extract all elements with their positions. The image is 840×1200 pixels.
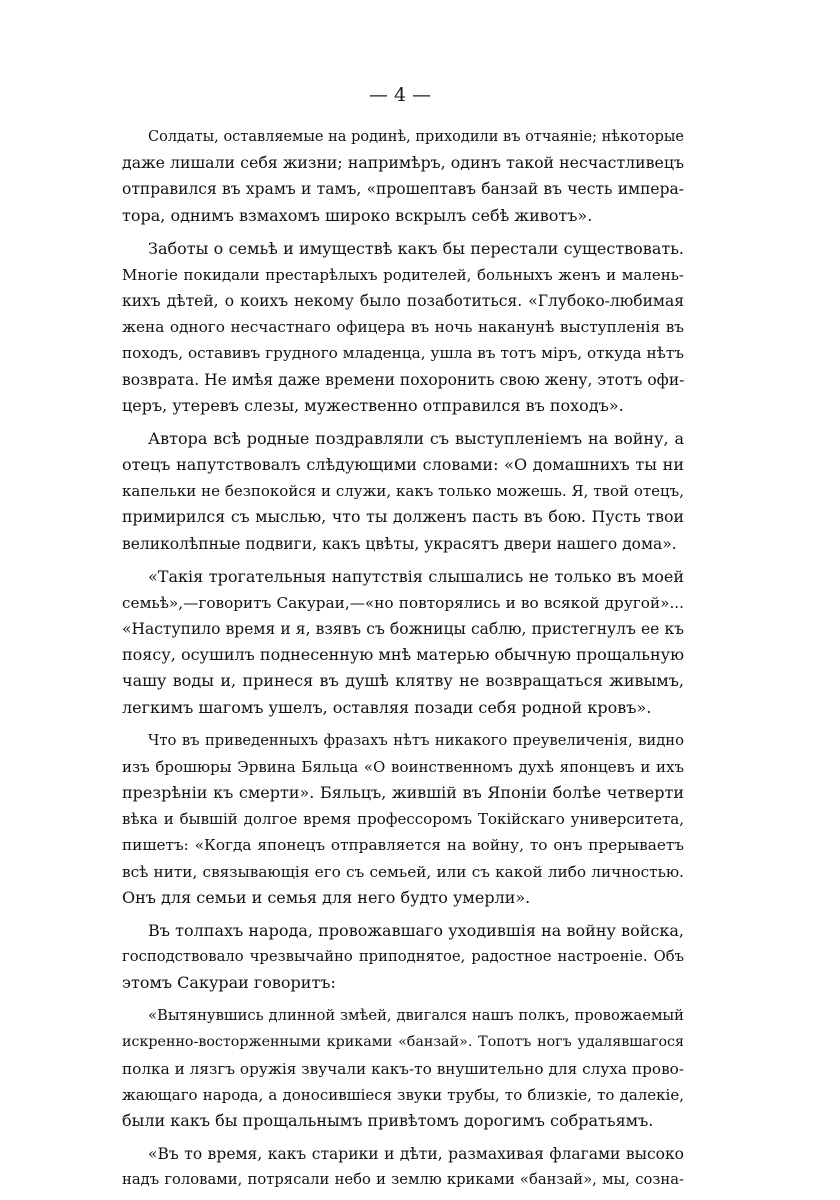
text-line: капельки не безпокойся и служи, какъ только можешь. Я, твой отецъ,: [122, 482, 684, 501]
text-line: чашу воды и, принеся въ душѣ клятву не возвращаться живымъ,: [122, 671, 684, 691]
text-line: надъ головами, потрясали небо и землю криками «банзай», мы, созна-: [122, 1171, 684, 1189]
text-line: Многіе покидали престарѣлыхъ родителей, больныхъ женъ и малень-: [122, 265, 684, 284]
paragraph-6: [122, 918, 684, 997]
text-line: легкимъ шагомъ ушелъ, оставляя позади себя родной кровъ».: [122, 697, 652, 717]
text-line: Автора всѣ родные поздравляли съ выступленіемъ на войну, а: [148, 428, 684, 448]
page-number: — 4 —: [368, 84, 432, 106]
text-line: отецъ напутствовалъ слѣдующими словами: «О домашнихъ ты ни: [122, 455, 684, 475]
text-line: кихъ дѣтей, о коихъ некому было позаботиться. «Глубоко-любимая: [122, 292, 684, 311]
text-line: полка и лязгъ оружія звучали какъ-то внушительно для слуха прово-: [122, 1059, 684, 1078]
text-line: жающаго народа, а доносившіеся звуки трубы, то близкіе, то далекіе,: [122, 1085, 684, 1104]
text-line: пишетъ: «Когда японецъ отправляется на войну, то онъ прерываетъ: [122, 836, 684, 855]
paragraph-3: [122, 426, 684, 557]
paragraph-4: [122, 564, 685, 721]
text-line: великолѣпные подвиги, какъ цвѣты, украсятъ двери нашего дома».: [122, 534, 677, 553]
text-line: возврата. Не имѣя даже времени похоронить свою жену, этотъ офи-: [122, 370, 685, 389]
text-line: «Такія трогательныя напутствія слышались не только въ моей: [148, 566, 684, 586]
text-line: примирился съ мыслью, что ты долженъ пасть въ бою. Пусть твои: [122, 507, 684, 527]
text-line: церъ, утеревъ слезы, мужественно отправился въ походъ».: [122, 395, 624, 415]
text-line: отправился въ храмъ и тамъ, «прошептавъ банзай въ честь импера-: [122, 180, 684, 199]
text-line: даже лишали себя жизни; напримѣръ, одинъ такой несчастливецъ: [122, 153, 684, 173]
text-line: походъ, оставивъ грудного младенца, ушла въ тотъ міръ, откуда нѣтъ: [122, 344, 684, 363]
text-line: презрѣніи къ смерти». Бяльцъ, жившій въ Японіи болѣе четверти: [122, 783, 684, 803]
text-line: «Вытянувшись длинной змѣей, двигался нашъ полкъ, провожаемый: [148, 1007, 684, 1025]
text-line: Онъ для семьи и семья для него будто умерли».: [122, 887, 531, 907]
paragraph-8: [122, 1141, 684, 1193]
paragraph-5: [122, 728, 684, 911]
text-line: были какъ бы прощальнымъ привѣтомъ дорогимъ собратьямъ.: [122, 1111, 654, 1131]
text-line: «Въ то время, какъ старики и дѣти, размахивая флагами высоко: [148, 1145, 684, 1164]
text-line: искренно-восторженными криками «банзай». Топотъ ногъ удалявшагося: [122, 1034, 684, 1051]
text-line: Солдаты, оставляемые на родинѣ, приходили въ отчаяніе; нѣкоторые: [148, 129, 684, 145]
text-line: жена одного несчастнаго офицера въ ночь наканунѣ выступленія въ: [122, 318, 684, 337]
text-line: вѣка и бывшій долгое время профессоромъ Токійскаго университета,: [122, 810, 684, 829]
text-line: поясу, осушилъ поднесенную мнѣ матерью обычную прощальную: [122, 645, 685, 665]
text-line: этомъ Сакураи говоритъ:: [122, 973, 336, 993]
text-line: Заботы о семьѣ и имуществѣ какъ бы перестали существовать.: [148, 238, 684, 258]
paragraph-7: [122, 1003, 684, 1134]
body-text: [122, 124, 685, 1200]
text-line: Что въ приведенныхъ фразахъ нѣтъ никакого преувеличенія, видно: [148, 731, 684, 749]
text-line: «Наступило время и я, взявъ съ божницы саблю, пристегнулъ ее къ: [122, 620, 684, 639]
text-line: семьѣ»,—говоритъ Сакураи,—«но повторялись и во всякой другой»...: [122, 593, 684, 612]
text-line: изъ брошюры Эрвина Бяльца «О воинственномъ духѣ японцевъ и ихъ: [122, 757, 684, 776]
text-line: всѣ нити, связывающія его съ семьей, или съ какой либо личностью.: [122, 862, 684, 881]
paragraph-2: [122, 236, 685, 419]
text-line: господствовало чрезвычайно приподнятое, радостное настроеніе. Объ: [122, 948, 684, 966]
paragraph-1: [122, 124, 684, 229]
text-line: тора, однимъ взмахомъ широко вскрылъ себѣ животъ».: [122, 205, 593, 225]
text-line: Въ толпахъ народа, провожавшаго уходившія на войну войска,: [148, 920, 684, 940]
